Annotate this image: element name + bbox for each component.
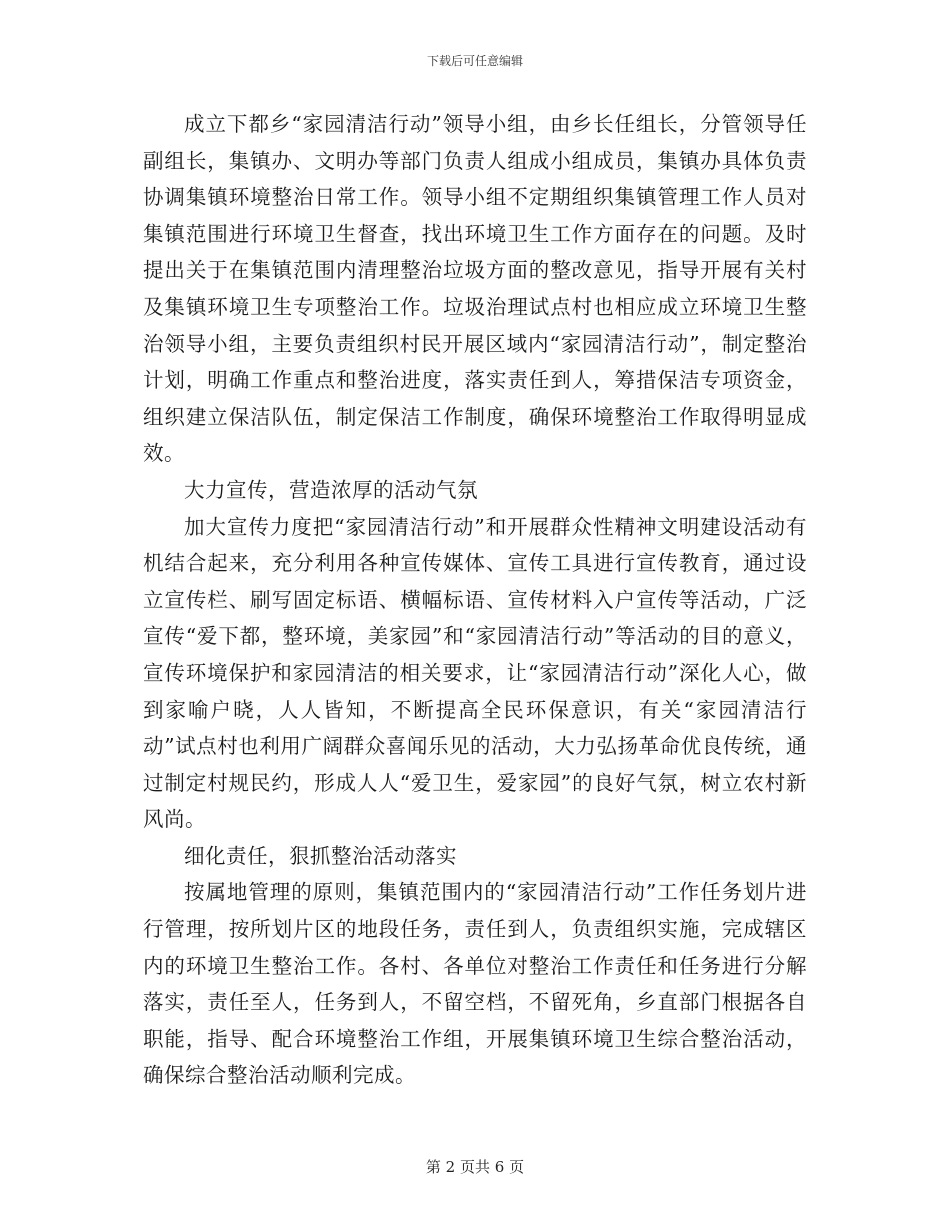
page-number: 第 2 页共 6 页 bbox=[425, 1158, 525, 1176]
page-header: 下载后可任意编辑 bbox=[426, 54, 523, 68]
paragraph-responsibility: 按属地管理的原则，集镇范围内的“家园清洁行动”工作任务划片进行管理，按所划片区的地段任务，责任到人，负责组织实施，完成辖区内的环境卫生整治工作。各村、各单位对整治工作责任和任务进行分解落实，责任至人，任务到人，不留空档，不留死角，乡直部门根据各自职能，指导、配合环境整治工作组，开展集镇环境卫生综合整治活动，确保综合整治活动顺利完成。 bbox=[143, 880, 807, 1088]
paragraph-publicity: 加大宣传力度把“家园清洁行动”和开展群众性精神文明建设活动有机结合起来，充分利用各种宣传媒体、宣传工具进行宣传教育，通过设立宣传栏、刷写固定标语、横幅标语、宣传材料入户宣传等活动，广泛宣传“爱下都，整环境，美家园”和“家园清洁行动”等活动的目的意义，宣传环境保护和家园清洁的相关要求，让“家园清洁行动”深化人心，做到家喻户晓，人人皆知，不断提高全民环保意识，有关“家园清洁行动”试点村也利用广阔群众喜闻乐见的活动，大力弘扬革命优良传统，通过制定村规民约，形成人人“爱卫生，爱家园”的良好气氛，树立农村新风尚。 bbox=[143, 514, 807, 832]
paragraph-leadership-group: 成立下都乡“家园清洁行动”领导小组，由乡长任组长，分管领导任副组长，集镇办、文明办等部门负责人组成小组成员，集镇办具体负责协调集镇环境整治日常工作。领导小组不定期组织集镇管理工作人员对集镇范围进行环境卫生督查，找出环境卫生工作方面存在的问题。及时提出关于在集镇范围内清理整治垃圾方面的整改意见，指导开展有关村及集镇环境卫生专项整治工作。垃圾治理试点村也相应成立环境卫生整治领导小组，主要负责组织村民开展区域内“家园清洁行动”，制定整治计划，明确工作重点和整治进度，落实责任到人，筹措保洁专项资金，组织建立保洁队伍，制定保洁工作制度，确保环境整治工作取得明显成效。 bbox=[143, 112, 807, 466]
section-heading-responsibility: 细化责任，狠抓整治活动落实 bbox=[184, 843, 457, 868]
section-heading-publicity: 大力宣传，营造浓厚的活动气氛 bbox=[184, 477, 478, 502]
document-body bbox=[143, 106, 807, 1094]
